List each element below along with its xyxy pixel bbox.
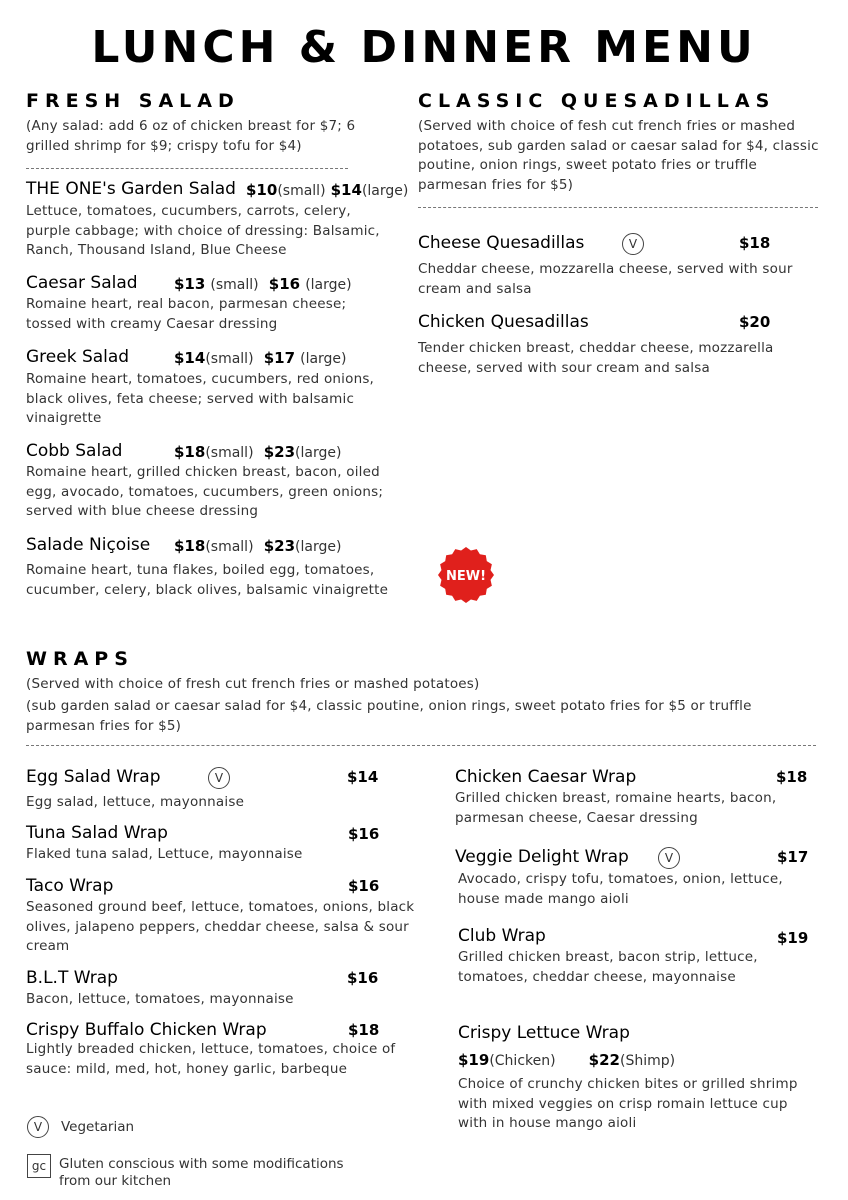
quesadillas-note: (Served with choice of fesh cut french fries or mashed potatoes, sub garden salad or caesar salad for $4, classic poutine, onion rings, sweet potato fries or truffle parmesan fries for $5) [418, 118, 819, 193]
vegetarian-icon: V [658, 847, 680, 869]
size-label: (large) [295, 539, 342, 555]
item-name: Caesar Salad [26, 273, 138, 293]
item-price: $18 [348, 1021, 380, 1039]
item-name: Chicken Quesadillas [418, 312, 589, 332]
divider [26, 745, 816, 746]
item-name: Crispy Buffalo Chicken Wrap [26, 1020, 267, 1040]
quesadillas-heading: CLASSIC QUESADILLAS [418, 90, 776, 112]
item-description: Bacon, lettuce, tomatoes, mayonnaise [26, 991, 294, 1007]
item-description: Egg salad, lettuce, mayonnaise [26, 794, 245, 810]
item-description: Choice of crunchy chicken bites or grilled shrimp with mixed veggies on crisp romain lettuce cup with in house mango aioli [458, 1076, 798, 1131]
item-price: $16 [268, 275, 301, 293]
item-price: $17 [777, 848, 809, 866]
new-badge-icon [437, 546, 495, 604]
item-price: $18 [174, 537, 206, 555]
vegetarian-icon: V [622, 233, 644, 255]
item-price: $18 [776, 768, 808, 786]
size-label: (large) [300, 351, 347, 367]
item-price: $16 [347, 969, 379, 987]
item-description: Seasoned ground beef, lettuce, tomatoes, onions, black olives, jalapeno peppers, cheddar cheese, salsa & sour cream [26, 899, 415, 954]
item-price: $22 [588, 1051, 620, 1069]
divider [418, 207, 818, 208]
item-name: Salade Niçoise [26, 535, 151, 555]
size-label: (large) [305, 277, 352, 293]
item-price: $20 [739, 313, 771, 331]
item-price: $16 [348, 825, 380, 843]
item-name: Taco Wrap [26, 876, 114, 896]
item-name: Greek Salad [26, 347, 130, 367]
item-name: Cheese Quesadillas [418, 233, 585, 253]
item-description: Romaine heart, tuna flakes, boiled egg, tomatoes, cucumber, celery, black olives, balsamic vinaigrette [26, 562, 389, 598]
item-price: $10 [246, 181, 278, 199]
item-price: $18 [739, 234, 771, 252]
divider [26, 168, 348, 169]
item-price: $13 [174, 275, 206, 293]
item-price: $19 [458, 1051, 490, 1069]
vegetarian-icon: V [27, 1116, 49, 1138]
item-name: B.L.T Wrap [26, 968, 118, 988]
size-label: (large) [295, 445, 342, 461]
item-price: $14 [347, 768, 379, 786]
item-description: Lettuce, tomatoes, cucumbers, carrots, celery, purple cabbage; with choice of dressing: Balsamic, Ranch, Thousand Island, Blue Cheese [26, 203, 380, 258]
size-label: (Chicken) [489, 1053, 556, 1069]
item-description: Grilled chicken breast, bacon strip, lettuce, tomatoes, cheddar cheese, mayonnaise [458, 949, 758, 985]
new-badge-label: NEW! [445, 569, 487, 584]
wraps-note: (sub garden salad or caesar salad for $4, classic poutine, onion rings, sweet potato fries for $5 or truffle parmesan fries for $5) [26, 698, 752, 734]
vegetarian-legend-label: Vegetarian [61, 1119, 135, 1135]
size-label: (small) [205, 351, 254, 367]
wraps-note: (Served with choice of fresh cut french fries or mashed potatoes) [26, 676, 480, 692]
item-price: $23 [263, 443, 296, 461]
size-label: (Shimp) [619, 1053, 676, 1069]
item-name: Chicken Caesar Wrap [455, 767, 637, 787]
item-name: THE ONE's Garden Salad [26, 179, 236, 199]
item-name: Egg Salad Wrap [26, 767, 161, 787]
size-label: (large) [361, 183, 409, 199]
item-price: $19 [777, 929, 809, 947]
salad-note: (Any salad: add 6 oz of chicken breast for $7; 6 grilled shrimp for $9; crispy tofu for $4) [26, 118, 356, 154]
item-name: Veggie Delight Wrap [455, 847, 629, 867]
size-label: (small) [205, 539, 254, 555]
item-name: Club Wrap [458, 926, 546, 946]
vegetarian-icon: V [208, 767, 230, 789]
item-description: Romaine heart, grilled chicken breast, bacon, oiled egg, avocado, tomatoes, cucumbers, green onions; served with blue cheese dressing [26, 464, 384, 519]
item-description: Romaine heart, tomatoes, cucumbers, red onions, black olives, feta cheese; served with balsamic vinaigrette [26, 371, 375, 426]
item-price: $18 [174, 443, 206, 461]
item-description: Avocado, crispy tofu, tomatoes, onion, lettuce, house made mango aioli [458, 871, 783, 907]
menu-title: LUNCH & DINNER MENU [91, 22, 757, 73]
item-price: $16 [348, 877, 380, 895]
item-description: Grilled chicken breast, romaine hearts, bacon, parmesan cheese, Caesar dressing [455, 790, 777, 826]
item-price: $17 [263, 349, 296, 367]
item-price: $14 [330, 181, 362, 199]
item-description: Cheddar cheese, mozzarella cheese, served with sour cream and salsa [418, 261, 793, 297]
wraps-heading: WRAPS [26, 648, 134, 670]
size-label: (small) [210, 277, 259, 293]
item-price: $14 [174, 349, 206, 367]
size-label: (small) [205, 445, 254, 461]
item-name: Cobb Salad [26, 441, 123, 461]
item-name: Crispy Lettuce Wrap [458, 1023, 630, 1043]
size-label: (small) [277, 183, 326, 199]
fresh-salad-heading: FRESH SALAD [26, 90, 240, 112]
item-description: Lightly breaded chicken, lettuce, tomatoes, choice of sauce: mild, med, hot, honey garlic, barbeque [26, 1041, 396, 1077]
item-description: Romaine heart, real bacon, parmesan cheese; tossed with creamy Caesar dressing [26, 296, 347, 332]
gluten-conscious-legend-label: Gluten conscious with some modifications from our kitchen [59, 1156, 344, 1189]
item-name: Tuna Salad Wrap [26, 823, 168, 843]
gluten-conscious-icon: gc [27, 1154, 51, 1178]
item-price: $23 [263, 537, 296, 555]
item-description: Tender chicken breast, cheddar cheese, mozzarella cheese, served with sour cream and salsa [418, 340, 774, 376]
item-description: Flaked tuna salad, Lettuce, mayonnaise [26, 846, 303, 862]
